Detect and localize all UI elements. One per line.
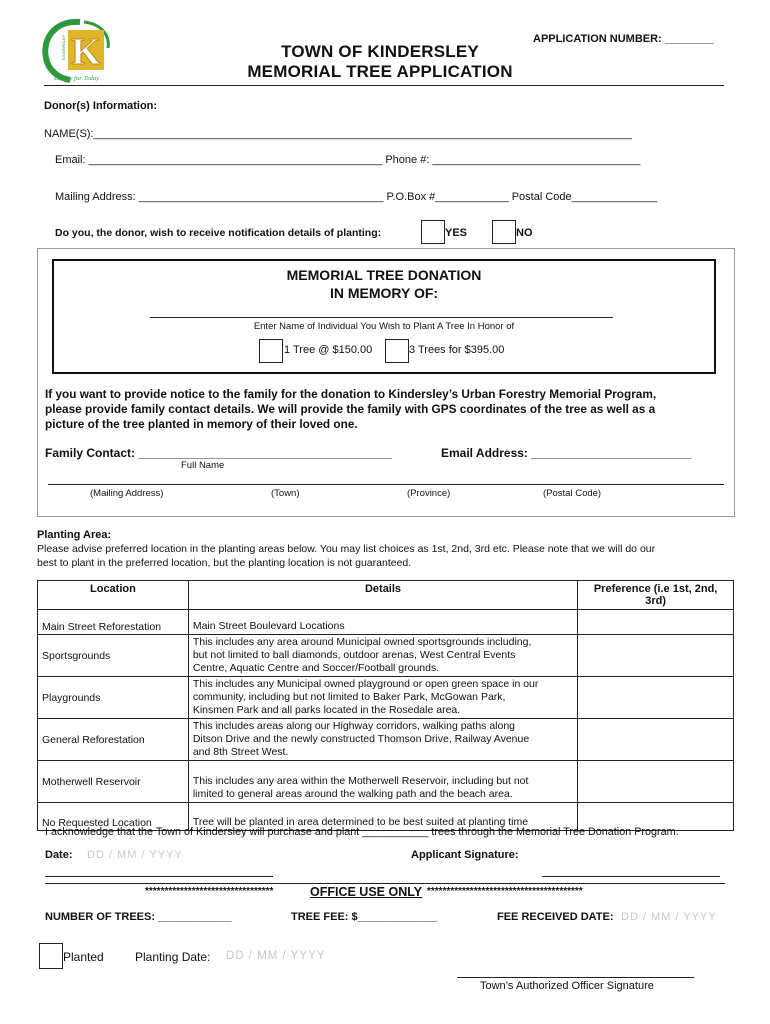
preference-input[interactable] bbox=[578, 610, 734, 635]
details-cell bbox=[188, 635, 577, 677]
header-rule bbox=[44, 85, 724, 86]
donation-title-1: MEMORIAL TREE DONATION bbox=[286, 267, 482, 283]
preference-input[interactable] bbox=[578, 719, 734, 761]
section-divider bbox=[45, 883, 725, 884]
family-notice-3: picture of the tree planted in memory of their loved one. bbox=[45, 417, 358, 431]
honoree-hint: Enter Name of Individual You Wish to Plant A Tree In Honor of bbox=[253, 321, 515, 332]
header-preference: Preference (i.e 1st, 2nd, 3rd) bbox=[578, 581, 734, 610]
province-hint: (Province) bbox=[407, 488, 451, 499]
location-cell: Motherwell Reservoir bbox=[38, 761, 189, 803]
logo-side-text: KINDERSLEY bbox=[61, 34, 66, 60]
notify-yes-checkbox[interactable] bbox=[421, 220, 445, 244]
planting-instructions-1: Please advise preferred location in the planting areas below. You may list choices as 1st, 2nd, 3rd etc. Please note that we will do our bbox=[37, 543, 656, 555]
detail-line: This includes areas along our Highway corridors, walking paths along bbox=[192, 720, 516, 732]
table-row bbox=[38, 719, 734, 761]
location-cell: Sportsgrounds bbox=[38, 635, 189, 677]
location-cell: Playgrounds bbox=[38, 677, 189, 719]
family-notice-1: If you want to provide notice to the family for the donation to Kindersley’s Urban Forestry Memorial Program, bbox=[45, 387, 657, 401]
office-use-title: OFFICE USE ONLY bbox=[310, 885, 423, 899]
mailing-hint: (Mailing Address) bbox=[90, 488, 164, 499]
location-cell: No Requested Location bbox=[38, 803, 189, 831]
detail-line: This includes any area within the Motherwell Reservoir, including but not bbox=[192, 775, 529, 787]
detail-line: limited to general areas around the walking path and the beach area. bbox=[192, 788, 513, 800]
location-cell: General Reforestation bbox=[38, 719, 189, 761]
detail-line: Centre, Aquatic Centre and Soccer/Football grounds. bbox=[192, 662, 440, 674]
table-row bbox=[38, 635, 734, 677]
planted-label: Planted bbox=[63, 950, 104, 964]
header-details: Details bbox=[188, 581, 577, 610]
officer-signature-label: Town’s Authorized Officer Signature bbox=[480, 980, 654, 992]
office-banner-right: **************************************** bbox=[427, 886, 583, 897]
title-line2: MEMORIAL TREE APPLICATION bbox=[247, 62, 513, 81]
planting-table bbox=[37, 580, 734, 831]
three-trees-checkbox[interactable] bbox=[385, 339, 409, 363]
logo-letter: K bbox=[71, 31, 101, 73]
date-label: Date: bbox=[45, 849, 73, 861]
yes-label: YES bbox=[445, 227, 468, 239]
one-tree-checkbox[interactable] bbox=[259, 339, 283, 363]
family-notice-2: please provide family contact details. We will provide the family with GPS coordinates of the tree as well as a bbox=[45, 402, 656, 416]
office-banner-left: ********************************* bbox=[145, 886, 274, 897]
date-input[interactable]: DD / MM / YYYY bbox=[87, 849, 183, 861]
town-hint: (Town) bbox=[271, 488, 300, 499]
fee-received-label: FEE RECEIVED DATE: bbox=[497, 911, 614, 923]
detail-line: and 8th Street West. bbox=[192, 746, 289, 758]
donation-title-2: IN MEMORY OF: bbox=[329, 285, 439, 301]
signature-label: Applicant Signature: bbox=[411, 849, 519, 861]
planting-date-input[interactable]: DD / MM / YYYY bbox=[226, 950, 326, 962]
planted-checkbox[interactable] bbox=[39, 943, 63, 969]
details-cell bbox=[188, 719, 577, 761]
detail-line: Ditson Drive and the newly constructed Thomson Drive, Railway Avenue bbox=[192, 733, 530, 745]
names-field[interactable]: NAME(S):________________________________________________________________________________________ bbox=[44, 128, 632, 140]
detail-line: Main Street Boulevard Locations bbox=[192, 620, 345, 632]
detail-line: Tree will be planted in area determined to be best suited at planting time bbox=[192, 816, 529, 828]
notify-question: Do you, the donor, wish to receive notification details of planting: bbox=[55, 227, 382, 239]
detail-line: but not limited to ball diamonds, outdoor arenas, West Central Events bbox=[192, 649, 516, 661]
detail-line: This includes any area around Municipal owned sportsgrounds including, bbox=[192, 636, 532, 648]
logo-tagline: Energy for Today bbox=[54, 75, 100, 82]
no-label: NO bbox=[516, 227, 533, 239]
applicant-signature-line[interactable] bbox=[542, 876, 720, 877]
fee-received-date-input[interactable]: DD / MM / YYYY bbox=[621, 911, 717, 923]
location-cell: Main Street Reforestation bbox=[38, 610, 189, 635]
detail-line: This includes any Municipal owned playground or open green space in our bbox=[192, 678, 539, 690]
email-phone-field[interactable]: Email: ________________________________________________ Phone #: __________________________________ bbox=[55, 154, 641, 166]
detail-line: Kinsmen Park and all parks located in the Rosedale area. bbox=[192, 704, 461, 716]
family-contact-field[interactable]: Family Contact: ______________________________________ bbox=[45, 446, 392, 460]
number-of-trees-field[interactable]: NUMBER OF TREES: ____________ bbox=[45, 911, 232, 923]
officer-signature-line[interactable] bbox=[457, 977, 694, 978]
mailing-address-field[interactable]: Mailing Address: ________________________________________ P.O.Box #____________ Postal Code______________ bbox=[55, 191, 658, 203]
tree-fee-field[interactable]: TREE FEE: $_____________ bbox=[291, 911, 438, 923]
family-email-field[interactable]: Email Address: ________________________ bbox=[441, 446, 692, 460]
acknowledge-text: I acknowledge that the Town of Kindersley will purchase and plant ___________ trees through the Memorial Tree Donation Program. bbox=[45, 826, 679, 838]
donor-section-label: Donor(s) Information: bbox=[44, 100, 158, 112]
planting-instructions-2: best to plant in the preferred location, but the planting location is not guaranteed. bbox=[37, 557, 412, 569]
header-location: Location bbox=[38, 581, 189, 610]
title-line1: TOWN OF KINDERSLEY bbox=[281, 42, 479, 61]
details-cell bbox=[188, 610, 577, 635]
planting-date-label: Planting Date: bbox=[135, 950, 211, 964]
preference-input[interactable] bbox=[578, 635, 734, 677]
details-cell bbox=[188, 761, 577, 803]
full-name-hint: Full Name bbox=[181, 460, 225, 471]
notify-no-checkbox[interactable] bbox=[492, 220, 516, 244]
postal-hint: (Postal Code) bbox=[543, 488, 602, 499]
three-trees-label: 3 Trees for $395.00 bbox=[409, 344, 505, 356]
details-cell bbox=[188, 677, 577, 719]
honoree-name-line[interactable] bbox=[150, 317, 613, 318]
town-logo bbox=[40, 18, 120, 84]
application-number[interactable]: APPLICATION NUMBER: ________ bbox=[533, 33, 714, 45]
preference-input[interactable] bbox=[578, 761, 734, 803]
table-row bbox=[38, 677, 734, 719]
table-row bbox=[38, 610, 734, 635]
one-tree-label: 1 Tree @ $150.00 bbox=[284, 344, 373, 356]
family-address-line[interactable] bbox=[48, 484, 724, 485]
preference-input[interactable] bbox=[578, 677, 734, 719]
detail-line: community, including but not limited to Baker Park, McGowan Park, bbox=[192, 691, 506, 703]
date-line bbox=[45, 876, 273, 877]
table-row bbox=[38, 761, 734, 803]
planting-area-label: Planting Area: bbox=[37, 529, 112, 541]
